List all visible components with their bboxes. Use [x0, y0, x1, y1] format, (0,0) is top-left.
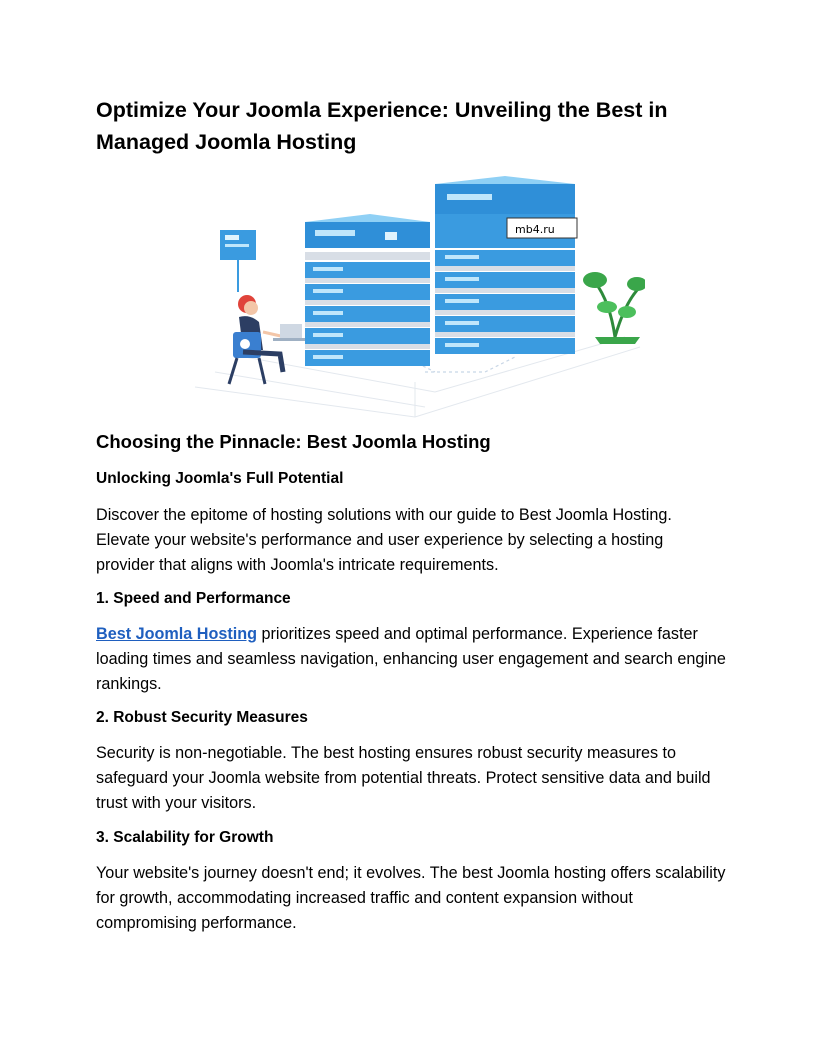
item-text-speed: prioritizes speed and optimal performance. Experience faster loading times and seamless navigation, enhancing user engagement and search engine rankings. [96, 625, 726, 693]
hero-illustration [185, 172, 645, 420]
page-title: Optimize Your Joomla Experience: Unveiling the Best in Managed Joomla Hosting [96, 98, 668, 154]
plant-decoration [583, 272, 645, 344]
item-paragraph-speed [96, 622, 726, 697]
item-heading-security: 2. Robust Security Measures [96, 709, 308, 726]
item-paragraph-scalability: Your website's journey doesn't end; it evolves. The best Joomla hosting offers scalability for growth, accommodating increased traffic and content expansion without compromising performance. [96, 864, 726, 932]
item-paragraph-security: Security is non-negotiable. The best hosting ensures robust security measures to safeguard your Joomla website from potential threats. Protect sensitive data and build trust with your visitors. [96, 744, 711, 812]
intro-paragraph: Discover the epitome of hosting solutions with our guide to Best Joomla Hosting. Elevate your website's performance and user experience by selecting a hosting provider that aligns with Joomla's intricate requirements. [96, 506, 672, 574]
watermark-text: mb4.ru [515, 223, 555, 236]
floating-monitor-icon [220, 230, 256, 292]
server-tower-left [305, 214, 430, 366]
item-heading-speed: 1. Speed and Performance [96, 590, 291, 607]
item-heading-scalability: 3. Scalability for Growth [96, 829, 274, 846]
server-tower-right [435, 176, 575, 354]
section-heading: Choosing the Pinnacle: Best Joomla Hosting [96, 431, 491, 452]
intro-heading: Unlocking Joomla's Full Potential [96, 470, 344, 487]
best-joomla-hosting-link[interactable]: Best Joomla Hosting [96, 625, 257, 643]
watermark-badge [507, 218, 577, 238]
person-at-laptop [229, 295, 305, 384]
